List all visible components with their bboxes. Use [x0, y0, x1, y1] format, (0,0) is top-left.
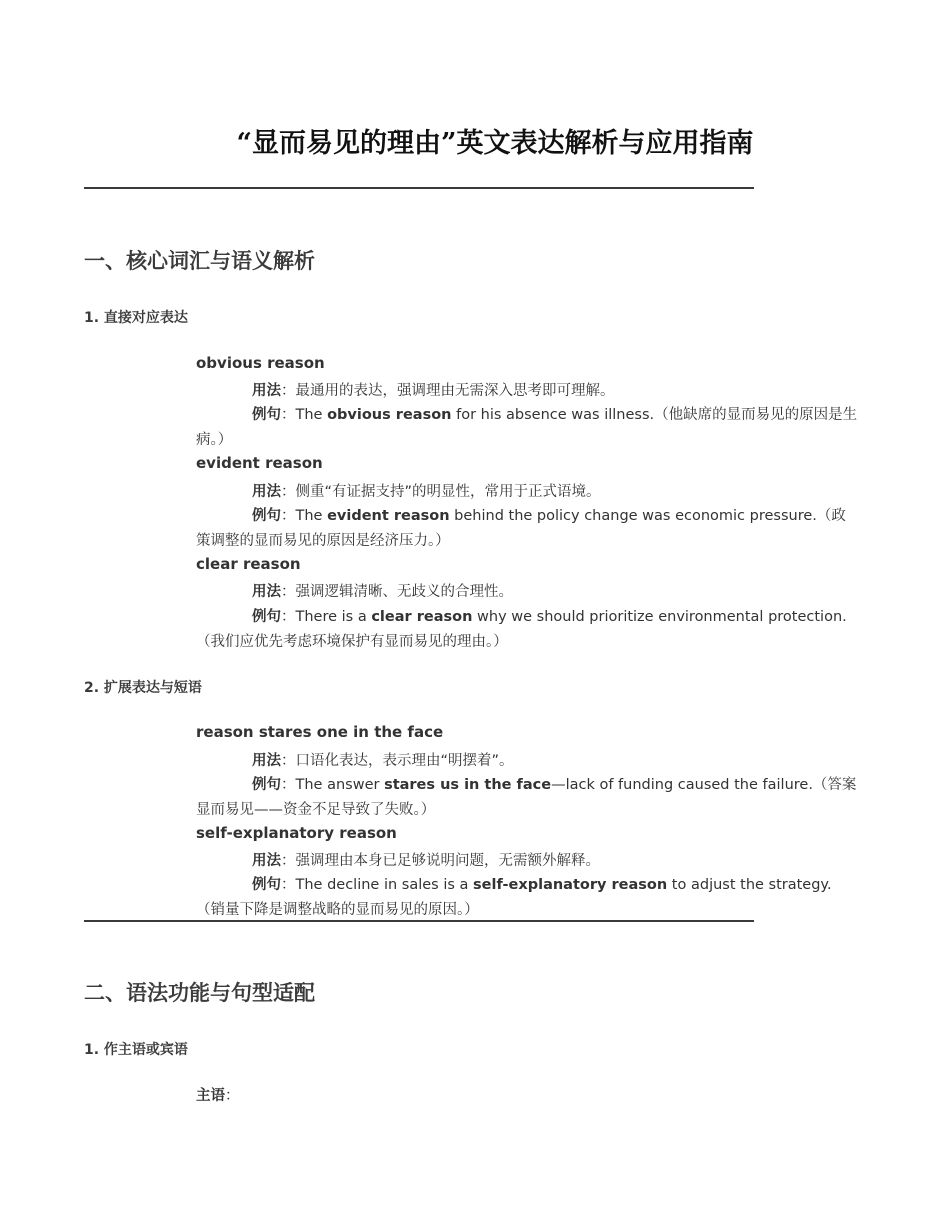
- term-evident-reason: evident reason: [196, 454, 323, 472]
- example-text-post: to adjust the strategy.（销量下降是调整战略的显而易见的原因。）: [196, 877, 832, 918]
- example-keyword: obvious reason: [327, 407, 452, 423]
- usage-line: [196, 749, 860, 774]
- example-label: 例句: [252, 407, 281, 423]
- colon: ：: [281, 584, 296, 600]
- example-keyword: self-explanatory reason: [473, 877, 668, 893]
- example-keyword: stares us in the face: [384, 777, 552, 793]
- example-text-post: for his absence was illness.（他缺席的显而易见的原因是生病。）: [196, 407, 858, 448]
- example-label: 例句: [252, 508, 281, 524]
- term-clear-reason: clear reason: [196, 555, 301, 573]
- usage-line: [196, 379, 860, 404]
- usage-label: 用法: [252, 383, 281, 399]
- example-keyword: clear reason: [371, 609, 473, 625]
- example-text-pre: The answer: [295, 777, 385, 793]
- term-reason-stares: reason stares one in the face: [196, 723, 444, 741]
- example-line: [196, 773, 860, 822]
- example-text-pre: There is a: [295, 609, 372, 625]
- usage-label: 用法: [252, 584, 281, 600]
- subsection-1-2-heading: 2. 扩展表达与短语: [84, 680, 202, 696]
- example-text-pre: The: [295, 508, 328, 524]
- example-line: [196, 605, 860, 654]
- example-text-post: —lack of funding caused the failure.（答案显而易见——资金不足导致了失败。）: [196, 777, 857, 818]
- usage-label: 用法: [252, 753, 281, 769]
- example-text-post: why we should prioritize environmental protection.（我们应优先考虑环境保护有显而易见的理由。）: [196, 609, 847, 650]
- section-2-heading: 二、语法功能与句型适配: [84, 981, 315, 1005]
- example-label: 例句: [252, 609, 281, 625]
- colon: ：: [281, 877, 296, 893]
- usage-text: 口语化表达，表示理由“明摆着”。: [295, 753, 514, 769]
- usage-line: [196, 480, 860, 505]
- colon: ：: [225, 1088, 240, 1104]
- subject-label: 主语: [196, 1088, 225, 1104]
- example-keyword: evident reason: [327, 508, 450, 524]
- example-text-post: behind the policy change was economic pressure.（政策调整的显而易见的原因是经济压力。）: [196, 508, 846, 549]
- term-self-explanatory-reason: self-explanatory reason: [196, 824, 397, 842]
- example-label: 例句: [252, 877, 281, 893]
- colon: ：: [281, 484, 296, 500]
- usage-text: 最通用的表达，强调理由无需深入思考即可理解。: [295, 383, 615, 399]
- usage-label: 用法: [252, 853, 281, 869]
- example-text-pre: The: [295, 407, 328, 423]
- colon: ：: [281, 383, 296, 399]
- colon: ：: [281, 853, 296, 869]
- usage-line: [196, 580, 860, 605]
- section-divider: [84, 920, 754, 922]
- example-line: [196, 504, 860, 553]
- document-title: “显而易见的理由”英文表达解析与应用指南: [236, 128, 754, 159]
- example-text-pre: The decline in sales is a: [295, 877, 474, 893]
- example-line: [196, 873, 860, 922]
- colon: ：: [281, 407, 296, 423]
- usage-text: 强调逻辑清晰、无歧义的合理性。: [295, 584, 513, 600]
- section-1-heading: 一、核心词汇与语义解析: [84, 249, 315, 273]
- usage-line: [196, 849, 860, 874]
- usage-label: 用法: [252, 484, 281, 500]
- subject-line: [196, 1084, 860, 1109]
- colon: ：: [281, 609, 296, 625]
- usage-text: 强调理由本身已足够说明问题，无需额外解释。: [295, 853, 600, 869]
- example-label: 例句: [252, 777, 281, 793]
- colon: ：: [281, 753, 296, 769]
- subsection-1-1-heading: 1. 直接对应表达: [84, 310, 188, 326]
- term-obvious-reason: obvious reason: [196, 354, 325, 372]
- colon: ：: [281, 777, 296, 793]
- colon: ：: [281, 508, 296, 524]
- title-divider: [84, 187, 754, 189]
- subsection-2-1-heading: 1. 作主语或宾语: [84, 1042, 188, 1058]
- usage-text: 侧重“有证据支持”的明显性，常用于正式语境。: [295, 484, 601, 500]
- example-line: [196, 403, 860, 452]
